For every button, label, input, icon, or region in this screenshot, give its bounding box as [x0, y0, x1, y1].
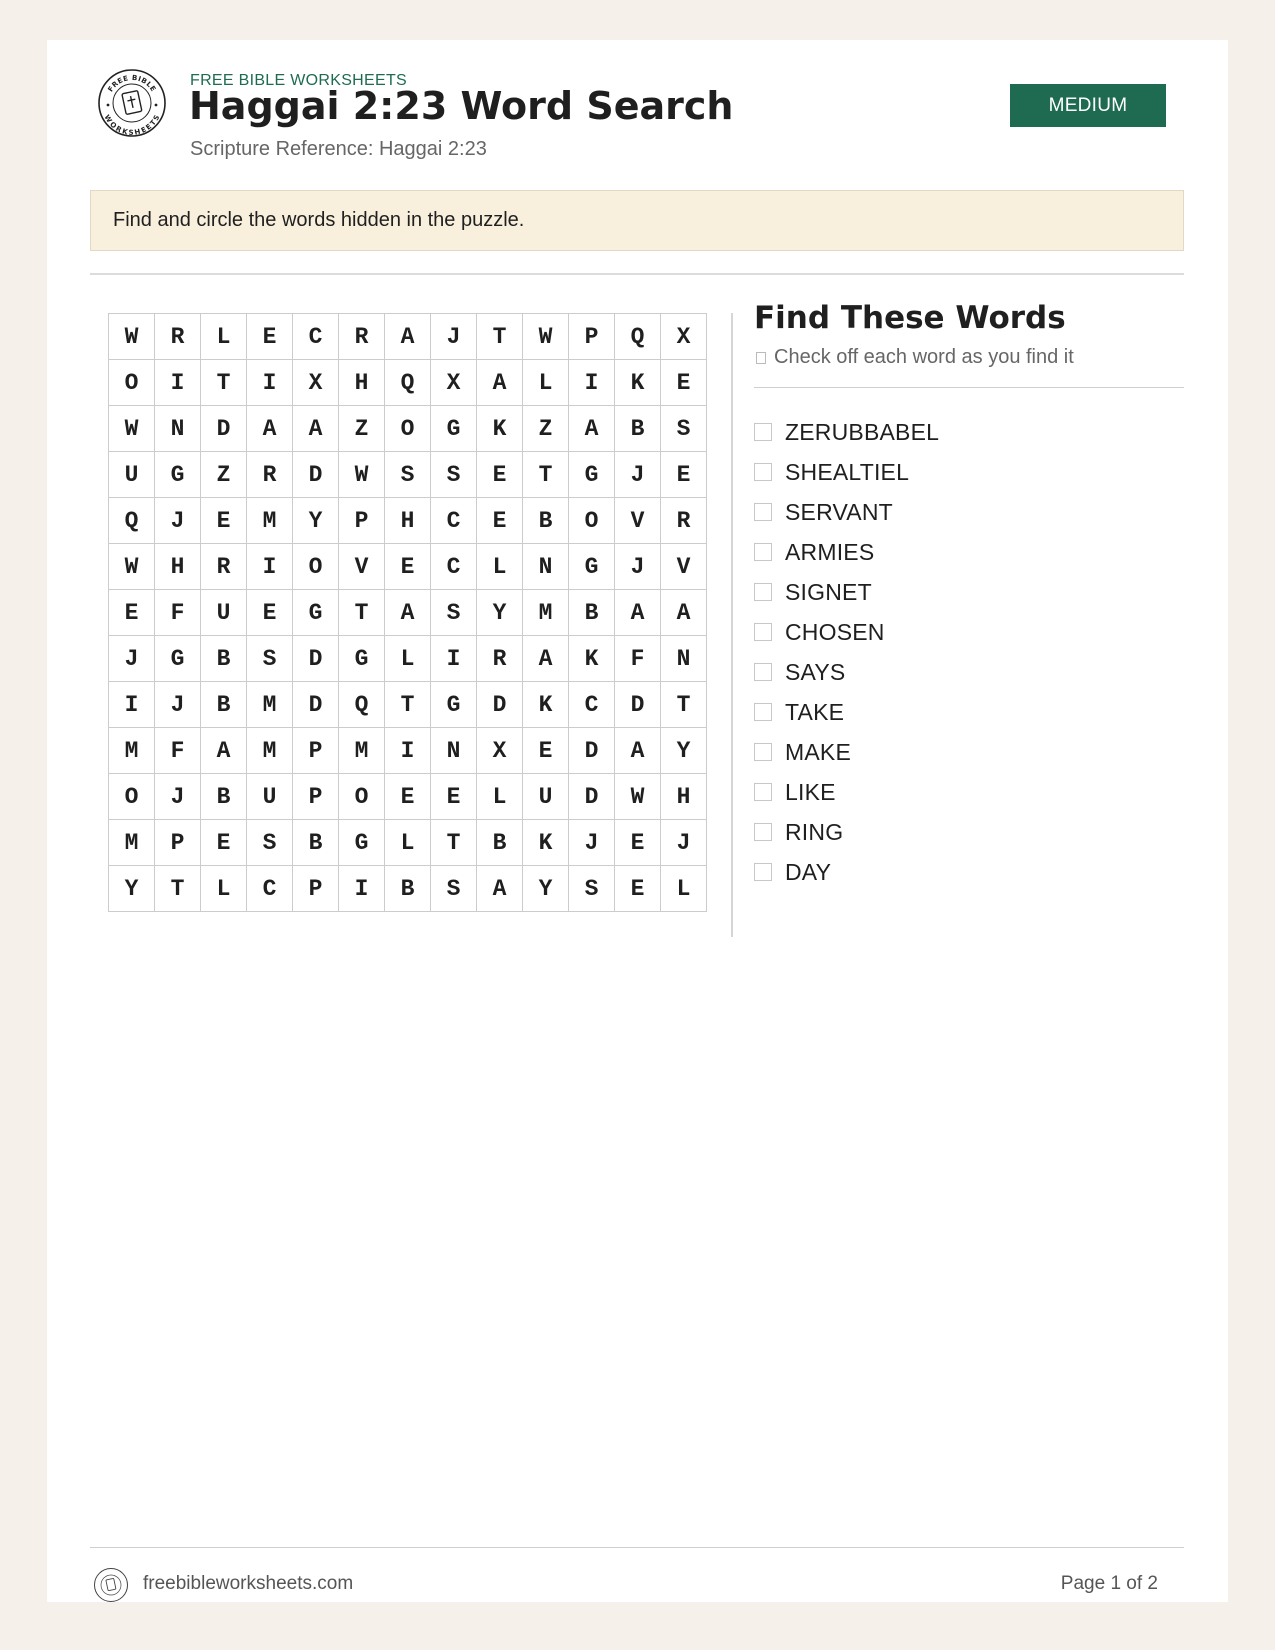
grid-cell[interactable]: S	[431, 866, 477, 912]
grid-cell[interactable]: A	[661, 590, 707, 636]
grid-cell[interactable]: U	[201, 590, 247, 636]
word-list-item[interactable]	[754, 772, 939, 812]
word-checkbox[interactable]	[754, 503, 772, 521]
grid-cell[interactable]: T	[477, 314, 523, 360]
word-label: TAKE	[785, 698, 845, 725]
word-checkbox[interactable]	[754, 623, 772, 641]
grid-cell[interactable]: D	[201, 406, 247, 452]
grid-cell[interactable]: X	[477, 728, 523, 774]
grid-cell[interactable]: N	[661, 636, 707, 682]
grid-cell[interactable]: L	[385, 636, 431, 682]
grid-cell[interactable]: O	[109, 774, 155, 820]
grid-cell[interactable]: T	[155, 866, 201, 912]
grid-cell[interactable]: B	[201, 774, 247, 820]
grid-cell[interactable]: L	[523, 360, 569, 406]
grid-cell[interactable]: T	[339, 590, 385, 636]
page-title: Haggai 2:23 Word Search	[189, 84, 734, 128]
grid-cell[interactable]: I	[339, 866, 385, 912]
grid-cell[interactable]: I	[155, 360, 201, 406]
bible-logo-icon	[97, 68, 167, 138]
grid-cell[interactable]: B	[293, 820, 339, 866]
grid-cell[interactable]: A	[385, 590, 431, 636]
worksheet-page	[47, 40, 1228, 1602]
grid-cell[interactable]: J	[431, 314, 477, 360]
grid-cell[interactable]: B	[477, 820, 523, 866]
grid-cell[interactable]: F	[155, 728, 201, 774]
word-checkbox[interactable]	[754, 743, 772, 761]
grid-cell[interactable]: L	[201, 866, 247, 912]
grid-cell[interactable]: Y	[523, 866, 569, 912]
grid-cell[interactable]: O	[293, 544, 339, 590]
grid-cell[interactable]: T	[385, 682, 431, 728]
word-checkbox[interactable]	[754, 783, 772, 801]
page-number: Page 1 of 2	[1060, 1573, 1158, 1594]
grid-cell[interactable]: A	[615, 590, 661, 636]
grid-cell[interactable]: A	[293, 406, 339, 452]
word-label: MAKE	[785, 738, 851, 765]
svg-text:FREE BIBLE: FREE BIBLE	[106, 73, 158, 94]
grid-cell[interactable]: C	[247, 866, 293, 912]
grid-cell[interactable]: M	[247, 498, 293, 544]
grid-cell[interactable]: W	[615, 774, 661, 820]
grid-cell[interactable]: Y	[293, 498, 339, 544]
grid-cell[interactable]: A	[477, 360, 523, 406]
word-list-item[interactable]	[754, 732, 939, 772]
grid-cell[interactable]: R	[477, 636, 523, 682]
grid-cell[interactable]: P	[339, 498, 385, 544]
grid-cell[interactable]: R	[661, 498, 707, 544]
grid-cell[interactable]: I	[247, 360, 293, 406]
grid-cell[interactable]: X	[431, 360, 477, 406]
grid-cell[interactable]: J	[615, 544, 661, 590]
grid-cell[interactable]: S	[431, 452, 477, 498]
word-list-item[interactable]	[754, 612, 939, 652]
grid-cell[interactable]: Z	[201, 452, 247, 498]
grid-cell[interactable]: L	[201, 314, 247, 360]
word-checkbox[interactable]	[754, 663, 772, 681]
word-list-item[interactable]	[754, 812, 939, 852]
grid-cell[interactable]: D	[293, 636, 339, 682]
grid-cell[interactable]: Q	[385, 360, 431, 406]
footer-logo-icon	[93, 1567, 129, 1603]
grid-cell[interactable]: S	[247, 820, 293, 866]
word-checkbox[interactable]	[754, 823, 772, 841]
word-checkbox[interactable]	[754, 463, 772, 481]
grid-cell[interactable]: N	[431, 728, 477, 774]
svg-text:WORKSHEETS: WORKSHEETS	[102, 113, 162, 137]
grid-cell[interactable]: W	[109, 406, 155, 452]
scripture-reference: Scripture Reference: Haggai 2:23	[190, 138, 487, 160]
grid-cell[interactable]: J	[569, 820, 615, 866]
word-list-item[interactable]	[754, 452, 939, 492]
grid-cell[interactable]: L	[661, 866, 707, 912]
grid-cell[interactable]: S	[661, 406, 707, 452]
word-label: LIKE	[785, 778, 836, 805]
grid-cell[interactable]: I	[385, 728, 431, 774]
grid-cell[interactable]: E	[201, 498, 247, 544]
word-label: DAY	[785, 858, 832, 885]
grid-cell[interactable]: S	[247, 636, 293, 682]
grid-cell[interactable]: S	[431, 590, 477, 636]
grid-cell[interactable]: Q	[339, 682, 385, 728]
grid-cell[interactable]: S	[569, 866, 615, 912]
grid-cell[interactable]: D	[615, 682, 661, 728]
grid-cell[interactable]: E	[247, 314, 293, 360]
grid-cell[interactable]: H	[155, 544, 201, 590]
grid-cell[interactable]: P	[155, 820, 201, 866]
grid-cell[interactable]: G	[293, 590, 339, 636]
grid-cell[interactable]: M	[109, 728, 155, 774]
grid-cell[interactable]: Y	[477, 590, 523, 636]
grid-cell[interactable]: P	[569, 314, 615, 360]
grid-cell[interactable]: C	[431, 498, 477, 544]
brand-name: FREE BIBLE WORKSHEETS	[190, 72, 408, 89]
grid-cell[interactable]: V	[661, 544, 707, 590]
grid-cell[interactable]: E	[109, 590, 155, 636]
grid-cell[interactable]: G	[155, 636, 201, 682]
footer-website: freebibleworksheets.com	[143, 1573, 354, 1594]
grid-cell[interactable]: O	[385, 406, 431, 452]
grid-cell[interactable]: Z	[523, 406, 569, 452]
grid-cell[interactable]: T	[661, 682, 707, 728]
column-divider	[731, 313, 733, 937]
grid-cell[interactable]: V	[615, 498, 661, 544]
grid-cell[interactable]: Q	[109, 498, 155, 544]
grid-cell[interactable]: J	[615, 452, 661, 498]
grid-cell[interactable]: N	[523, 544, 569, 590]
grid-cell[interactable]: W	[339, 452, 385, 498]
grid-cell[interactable]: E	[615, 820, 661, 866]
word-checkbox[interactable]	[754, 863, 772, 881]
grid-cell[interactable]: G	[339, 636, 385, 682]
grid-cell[interactable]: G	[569, 452, 615, 498]
word-list	[754, 412, 939, 892]
grid-cell[interactable]: R	[339, 314, 385, 360]
grid-cell[interactable]: N	[155, 406, 201, 452]
grid-cell[interactable]: E	[431, 774, 477, 820]
grid-cell[interactable]: M	[247, 728, 293, 774]
grid-cell[interactable]: G	[431, 682, 477, 728]
grid-cell[interactable]: C	[293, 314, 339, 360]
grid-cell[interactable]: X	[661, 314, 707, 360]
difficulty-badge: MEDIUM	[1010, 84, 1166, 127]
word-list-item[interactable]	[754, 572, 939, 612]
grid-cell[interactable]: A	[201, 728, 247, 774]
word-checkbox[interactable]	[754, 703, 772, 721]
word-list-hint-text: Check off each word as you find it	[774, 346, 1074, 368]
grid-cell[interactable]: M	[523, 590, 569, 636]
grid-cell[interactable]: K	[477, 406, 523, 452]
grid-cell[interactable]: F	[155, 590, 201, 636]
grid-cell[interactable]: A	[523, 636, 569, 682]
grid-cell[interactable]: E	[247, 590, 293, 636]
word-list-item[interactable]	[754, 532, 939, 572]
grid-cell[interactable]: I	[109, 682, 155, 728]
word-list-hint	[754, 346, 1074, 369]
grid-cell[interactable]: A	[477, 866, 523, 912]
grid-cell[interactable]: R	[201, 544, 247, 590]
grid-cell[interactable]: D	[477, 682, 523, 728]
grid-cell[interactable]: Y	[661, 728, 707, 774]
grid-cell[interactable]: L	[477, 544, 523, 590]
grid-cell[interactable]: E	[477, 452, 523, 498]
grid-cell[interactable]: C	[569, 682, 615, 728]
grid-cell[interactable]: Z	[339, 406, 385, 452]
word-label: SERVANT	[785, 498, 893, 525]
word-label: CHOSEN	[785, 618, 885, 645]
grid-cell[interactable]: C	[431, 544, 477, 590]
grid-cell[interactable]: J	[109, 636, 155, 682]
word-label: SIGNET	[785, 578, 872, 605]
grid-cell[interactable]: M	[247, 682, 293, 728]
grid-cell[interactable]: E	[661, 452, 707, 498]
word-list-item[interactable]	[754, 412, 939, 452]
grid-cell[interactable]: G	[339, 820, 385, 866]
grid-cell[interactable]: E	[523, 728, 569, 774]
word-search-grid	[108, 313, 707, 912]
grid-cell[interactable]: B	[201, 636, 247, 682]
grid-cell[interactable]: B	[523, 498, 569, 544]
grid-cell[interactable]: A	[385, 314, 431, 360]
word-label: SAYS	[785, 658, 846, 685]
grid-cell[interactable]: I	[431, 636, 477, 682]
grid-cell[interactable]: J	[155, 774, 201, 820]
grid-cell[interactable]: P	[293, 728, 339, 774]
grid-cell[interactable]: D	[569, 728, 615, 774]
grid-cell[interactable]: O	[569, 498, 615, 544]
grid-cell[interactable]: T	[523, 452, 569, 498]
grid-cell[interactable]: Y	[109, 866, 155, 912]
grid-cell[interactable]: P	[293, 866, 339, 912]
grid-cell[interactable]: S	[385, 452, 431, 498]
word-label: ZERUBBABEL	[785, 418, 940, 445]
grid-cell[interactable]: I	[569, 360, 615, 406]
footer-divider	[90, 1547, 1184, 1548]
grid-cell[interactable]: P	[293, 774, 339, 820]
grid-cell[interactable]: U	[523, 774, 569, 820]
grid-cell[interactable]: G	[431, 406, 477, 452]
grid-cell[interactable]: K	[569, 636, 615, 682]
word-label: RING	[785, 818, 844, 845]
grid-cell[interactable]: M	[109, 820, 155, 866]
grid-cell[interactable]: K	[523, 820, 569, 866]
grid-cell[interactable]: B	[569, 590, 615, 636]
grid-cell[interactable]: G	[569, 544, 615, 590]
grid-cell[interactable]: W	[109, 544, 155, 590]
grid-cell[interactable]: E	[477, 498, 523, 544]
grid-cell[interactable]: H	[661, 774, 707, 820]
grid-cell[interactable]: G	[155, 452, 201, 498]
grid-cell[interactable]: H	[385, 498, 431, 544]
grid-cell[interactable]: T	[201, 360, 247, 406]
instructions-box: Find and circle the words hidden in the puzzle.	[90, 190, 1184, 251]
grid-cell[interactable]: X	[293, 360, 339, 406]
grid-cell[interactable]: E	[661, 360, 707, 406]
word-checkbox[interactable]	[754, 543, 772, 561]
grid-cell[interactable]: U	[109, 452, 155, 498]
grid-cell[interactable]: B	[201, 682, 247, 728]
word-list-item[interactable]	[754, 692, 939, 732]
grid-cell[interactable]: Q	[615, 314, 661, 360]
word-list-heading: Find These Words	[754, 300, 1066, 336]
grid-cell[interactable]: H	[339, 360, 385, 406]
grid-cell[interactable]: J	[155, 682, 201, 728]
grid-cell[interactable]: D	[293, 452, 339, 498]
word-label: ARMIES	[785, 538, 875, 565]
word-list-item[interactable]	[754, 852, 939, 892]
word-checkbox[interactable]	[754, 583, 772, 601]
checkbox-icon	[756, 352, 766, 364]
grid-cell[interactable]: L	[477, 774, 523, 820]
grid-cell[interactable]: J	[155, 498, 201, 544]
grid-cell[interactable]: U	[247, 774, 293, 820]
divider	[754, 387, 1184, 388]
grid-cell[interactable]: O	[339, 774, 385, 820]
grid-cell[interactable]: T	[431, 820, 477, 866]
word-list-item[interactable]	[754, 492, 939, 532]
grid-cell[interactable]: R	[247, 452, 293, 498]
word-list-item[interactable]	[754, 652, 939, 692]
grid-cell[interactable]: W	[109, 314, 155, 360]
grid-cell[interactable]: I	[247, 544, 293, 590]
grid-cell[interactable]: E	[615, 866, 661, 912]
grid-cell[interactable]: A	[247, 406, 293, 452]
grid-cell[interactable]: A	[569, 406, 615, 452]
word-label: SHEALTIEL	[785, 458, 910, 485]
grid-cell[interactable]: E	[385, 544, 431, 590]
grid-cell[interactable]: D	[293, 682, 339, 728]
grid-cell[interactable]: V	[339, 544, 385, 590]
grid-cell[interactable]: F	[615, 636, 661, 682]
grid-cell[interactable]: W	[523, 314, 569, 360]
grid-cell[interactable]: O	[109, 360, 155, 406]
divider	[90, 273, 1184, 275]
grid-cell[interactable]: K	[523, 682, 569, 728]
grid-cell[interactable]: D	[569, 774, 615, 820]
grid-cell[interactable]: E	[201, 820, 247, 866]
grid-cell[interactable]: E	[385, 774, 431, 820]
word-checkbox[interactable]	[754, 423, 772, 441]
grid-cell[interactable]: K	[615, 360, 661, 406]
grid-cell[interactable]: L	[385, 820, 431, 866]
grid-cell[interactable]: R	[155, 314, 201, 360]
grid-cell[interactable]: M	[339, 728, 385, 774]
grid-cell[interactable]: B	[615, 406, 661, 452]
grid-cell[interactable]: B	[385, 866, 431, 912]
grid-cell[interactable]: A	[615, 728, 661, 774]
grid-cell[interactable]: J	[661, 820, 707, 866]
